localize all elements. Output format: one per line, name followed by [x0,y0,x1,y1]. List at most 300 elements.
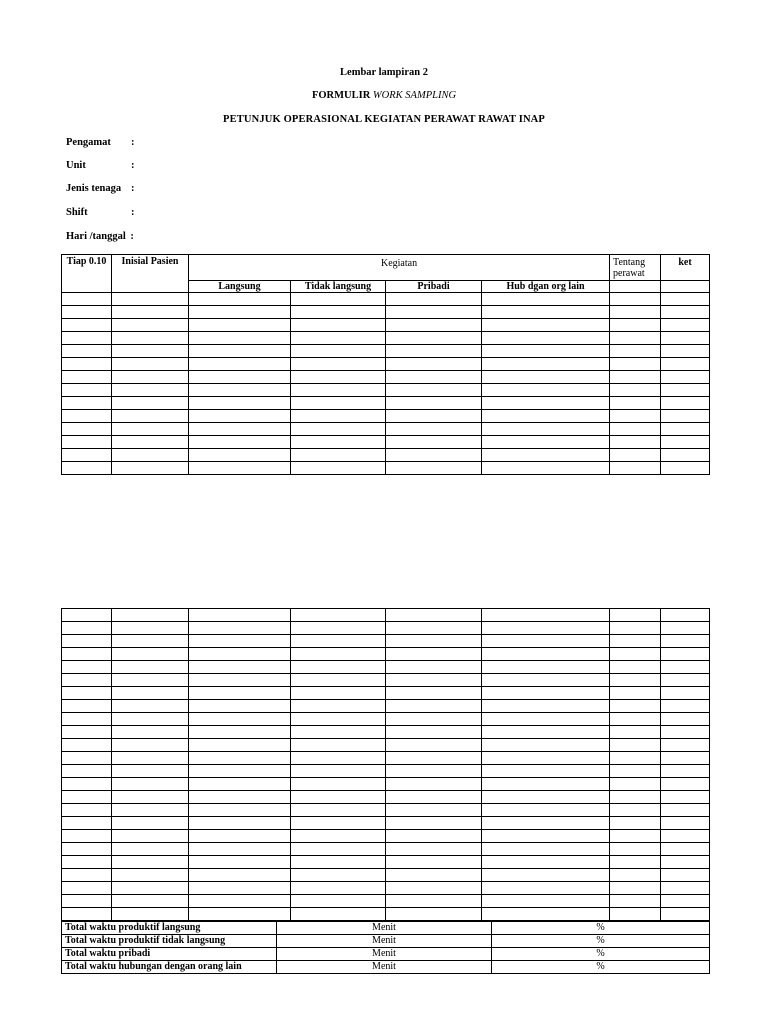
table-cell [189,306,291,319]
summary-row [62,961,710,974]
table-cell [62,674,112,687]
table-row [62,687,710,700]
field-unit [66,160,135,172]
table-cell [189,882,291,895]
table-cell [610,462,661,475]
table-cell [386,410,482,423]
table-cell [661,397,710,410]
table-cell [386,674,482,687]
table-cell [291,869,386,882]
table-cell [661,804,710,817]
table-cell [291,726,386,739]
field-colon: : [130,231,134,242]
table-cell [62,371,112,384]
table-cell [610,895,661,908]
table-cell [610,449,661,462]
table-cell [386,358,482,371]
table-row [62,319,710,332]
table-cell [291,622,386,635]
table-row [62,752,710,765]
table-cell [661,319,710,332]
table-cell [386,423,482,436]
header-inisial-pasien: Inisial Pasien [112,255,189,293]
table-cell [112,661,189,674]
table-row [62,856,710,869]
table-cell [189,713,291,726]
table-cell [62,830,112,843]
table-cell [482,752,610,765]
table-cell [291,436,386,449]
table-cell [386,843,482,856]
table-cell [482,397,610,410]
table-cell [291,449,386,462]
table-cell [112,791,189,804]
table-cell [112,345,189,358]
table-cell [189,635,291,648]
table-cell [189,609,291,622]
table-cell [291,345,386,358]
table-cell [189,687,291,700]
table-cell [386,306,482,319]
table-row [62,674,710,687]
table-cell [291,332,386,345]
summary-label: Total waktu hubungan dengan orang lain [62,961,277,974]
table-cell [610,609,661,622]
table-cell [386,371,482,384]
work-sampling-table-continued [61,608,710,921]
table-cell [62,869,112,882]
summary-unit: Menit [277,935,492,948]
table-cell [610,674,661,687]
table-cell [291,293,386,306]
table-cell [62,635,112,648]
table-cell [610,332,661,345]
table-cell [482,817,610,830]
table-cell [661,895,710,908]
table-cell [610,843,661,856]
table-cell [189,319,291,332]
summary-unit: Menit [277,961,492,974]
table-cell [482,882,610,895]
table-cell [291,700,386,713]
table-cell [386,609,482,622]
table-cell [189,843,291,856]
table-cell [386,726,482,739]
table-row [62,609,710,622]
table-cell [291,384,386,397]
table-cell [661,726,710,739]
summary-label: Total waktu produktif langsung [62,922,277,935]
table-row [62,739,710,752]
summary-percent: % [492,935,710,948]
table-row [62,765,710,778]
table-cell [610,869,661,882]
table-cell [112,384,189,397]
table-cell [291,752,386,765]
table-cell [291,306,386,319]
table-cell [62,462,112,475]
table-cell [189,648,291,661]
table-cell [112,817,189,830]
table-cell [386,752,482,765]
table-cell [291,635,386,648]
form-subtitle: PETUNJUK OPERASIONAL KEGIATAN PERAWAT RAWAT INAP [223,114,545,125]
table-cell [189,739,291,752]
table-cell [610,293,661,306]
table-cell [661,648,710,661]
table-cell [386,791,482,804]
table-cell [291,462,386,475]
table-cell [482,449,610,462]
table-cell [112,739,189,752]
table-cell [610,622,661,635]
table-cell [112,726,189,739]
table-cell [482,358,610,371]
table-cell [112,700,189,713]
field-label: Hari /tanggal [66,231,126,242]
table-cell [62,700,112,713]
table-cell [112,293,189,306]
table-cell [62,306,112,319]
table-cell [62,908,112,921]
table-cell [386,319,482,332]
table-row [62,358,710,371]
table-cell [112,687,189,700]
table-cell [189,726,291,739]
table-cell [661,345,710,358]
table-cell [189,804,291,817]
table-cell [610,765,661,778]
table-cell [112,332,189,345]
form-title [0,90,768,102]
table-cell [291,895,386,908]
header-ket: ket [661,255,710,281]
table-cell [112,648,189,661]
table-cell [610,345,661,358]
table-cell [482,895,610,908]
table-cell [482,700,610,713]
table-cell [610,700,661,713]
table-cell [62,687,112,700]
table-cell [189,752,291,765]
table-cell [62,752,112,765]
table-cell [189,397,291,410]
table-row [62,436,710,449]
table-row [62,449,710,462]
table-cell [62,843,112,856]
summary-percent: % [492,961,710,974]
table-cell [386,778,482,791]
table-row [62,384,710,397]
table-cell [291,661,386,674]
table-cell [291,713,386,726]
table-row [62,397,710,410]
table-cell [62,436,112,449]
table-row [62,778,710,791]
table-cell [189,293,291,306]
table-cell [482,332,610,345]
table-cell [189,661,291,674]
table-cell [62,293,112,306]
table-cell [661,830,710,843]
table-cell [482,843,610,856]
table-row [62,345,710,358]
table-cell [610,397,661,410]
table-cell [189,332,291,345]
table-cell [482,635,610,648]
subheader-hub-dgan-org-lain: Hub dgan org lain [482,281,610,293]
table-cell [112,674,189,687]
table-cell [610,306,661,319]
table-row [62,661,710,674]
table-cell [189,869,291,882]
table-cell [482,648,610,661]
table-cell [189,700,291,713]
table-row [62,726,710,739]
table-cell [112,410,189,423]
table-cell [386,817,482,830]
table-row [62,462,710,475]
table-cell [112,319,189,332]
table-cell [112,436,189,449]
table-cell [610,752,661,765]
table-cell [291,319,386,332]
table-cell [610,908,661,921]
table-row [62,622,710,635]
table-cell [291,882,386,895]
summary-row [62,935,710,948]
table-cell [386,908,482,921]
table-cell [291,778,386,791]
table-cell [386,765,482,778]
table-cell [291,856,386,869]
table-cell [661,371,710,384]
table-cell [386,436,482,449]
table-cell [291,674,386,687]
table-cell [189,384,291,397]
table-cell [62,895,112,908]
table-cell [610,804,661,817]
table-cell [482,319,610,332]
table-cell [62,817,112,830]
table-cell [386,384,482,397]
table-cell [482,856,610,869]
table-cell [291,687,386,700]
table-row [62,817,710,830]
table-cell [610,358,661,371]
field-colon: : [131,183,135,194]
summary-percent: % [492,922,710,935]
table-cell [661,635,710,648]
table-cell [482,713,610,726]
table-cell [62,661,112,674]
table-cell [189,895,291,908]
table-cell [661,739,710,752]
summary-unit: Menit [277,948,492,961]
table-cell [291,739,386,752]
field-label: Shift [66,207,88,218]
table-cell [112,622,189,635]
table-cell [610,635,661,648]
table-cell [291,410,386,423]
table-cell [610,882,661,895]
table-cell [112,713,189,726]
table-cell [189,622,291,635]
table-cell [62,791,112,804]
table-cell [661,674,710,687]
subheader-blank [661,281,710,293]
table-cell [112,635,189,648]
table-cell [386,332,482,345]
table-cell [189,765,291,778]
table-cell [661,752,710,765]
table-cell [482,436,610,449]
table-cell [62,765,112,778]
table-cell [291,397,386,410]
table-cell [661,306,710,319]
table-cell [482,661,610,674]
table-cell [112,609,189,622]
field-pengamat [66,137,135,149]
table-cell [62,804,112,817]
table-cell [189,358,291,371]
field-colon: : [131,207,135,218]
table-cell [386,661,482,674]
table-cell [661,609,710,622]
field-label: Pengamat [66,137,111,148]
table-cell [482,778,610,791]
table-row [62,423,710,436]
header-tiap: Tiap 0.10 [62,255,112,293]
table-cell [62,358,112,371]
work-sampling-table [61,254,710,475]
table-cell [189,791,291,804]
table-cell [661,622,710,635]
table-cell [661,332,710,345]
table-cell [386,622,482,635]
table-cell [661,384,710,397]
table-cell [112,358,189,371]
field-colon: : [131,137,135,148]
table-cell [112,869,189,882]
table-cell [482,345,610,358]
table-cell [112,423,189,436]
table-cell [610,384,661,397]
table-cell [62,856,112,869]
table-cell [386,397,482,410]
table-cell [189,674,291,687]
table-cell [482,462,610,475]
table-cell [62,622,112,635]
table-cell [62,609,112,622]
field-hari-tanggal [66,231,134,243]
table-cell [482,791,610,804]
table-body [62,609,710,921]
table-cell [291,648,386,661]
table-body [62,293,710,475]
table-cell [386,713,482,726]
table-row [62,332,710,345]
table-cell [386,882,482,895]
table-cell [386,830,482,843]
table-cell [112,306,189,319]
table-cell [189,908,291,921]
table-cell [189,410,291,423]
table-cell [610,739,661,752]
table-cell [62,345,112,358]
table-cell [386,462,482,475]
table-cell [482,804,610,817]
table-cell [482,830,610,843]
table-cell [386,648,482,661]
table-cell [112,882,189,895]
subheader-blank [610,281,661,293]
table-cell [482,384,610,397]
table-cell [189,345,291,358]
table-cell [291,423,386,436]
table-cell [661,778,710,791]
field-label: Jenis tenaga [66,183,122,194]
table-cell [189,449,291,462]
table-cell [661,882,710,895]
summary-label: Total waktu produktif tidak langsung [62,935,277,948]
table-cell [62,648,112,661]
table-cell [610,830,661,843]
summary-row [62,948,710,961]
table-cell [189,830,291,843]
table-cell [62,726,112,739]
table-cell [189,856,291,869]
table-cell [112,843,189,856]
table-cell [62,410,112,423]
table-cell [610,410,661,423]
table-cell [661,700,710,713]
table-cell [482,908,610,921]
table-cell [661,410,710,423]
table-cell [661,817,710,830]
table-cell [610,687,661,700]
table-row [62,843,710,856]
table-cell [386,293,482,306]
table-cell [189,817,291,830]
header-tentang-perawat: Tentang perawat [610,255,661,281]
table-cell [62,713,112,726]
table-cell [482,423,610,436]
table-cell [112,830,189,843]
table-cell [62,397,112,410]
table-cell [62,332,112,345]
table-row [62,635,710,648]
table-row [62,293,710,306]
summary-row [62,922,710,935]
table-cell [386,856,482,869]
table-cell [189,371,291,384]
table-row [62,371,710,384]
table-cell [661,449,710,462]
table-cell [62,449,112,462]
table-cell [482,293,610,306]
summary-percent: % [492,948,710,961]
table-cell [291,804,386,817]
table-cell [482,410,610,423]
field-jenis-tenaga [66,183,135,195]
table-cell [661,436,710,449]
table-cell [386,345,482,358]
table-cell [386,700,482,713]
table-cell [661,687,710,700]
table-cell [482,306,610,319]
field-colon: : [131,160,135,171]
